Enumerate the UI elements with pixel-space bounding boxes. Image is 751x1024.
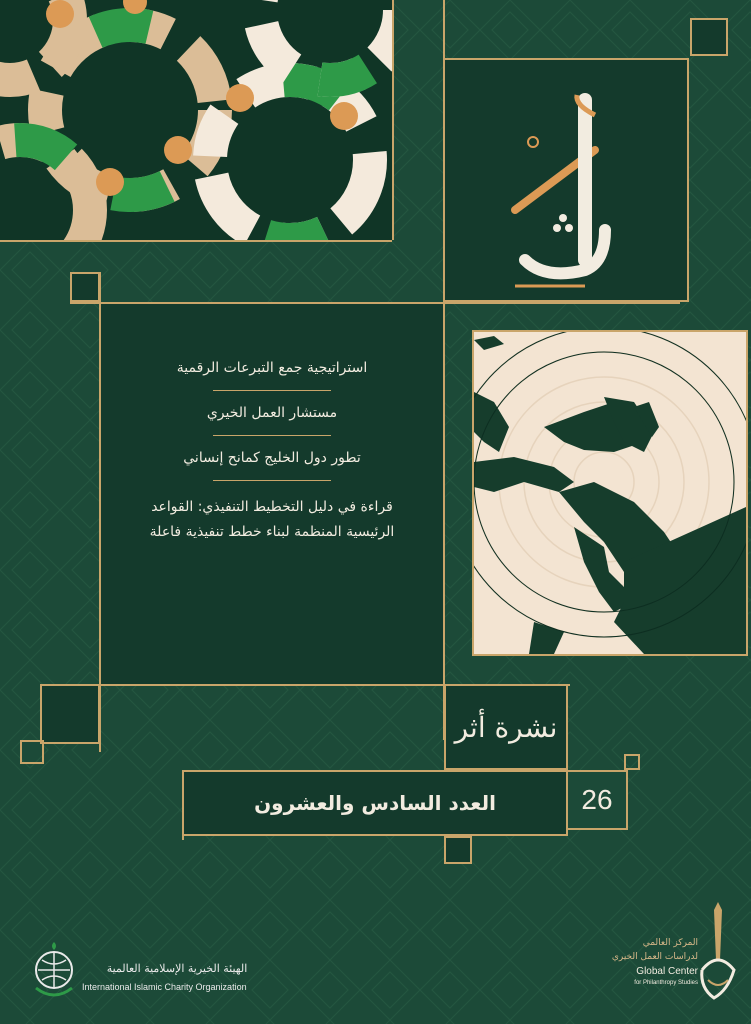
newsletter-label: نشرة أثر: [454, 710, 558, 744]
charity-name-en: International Islamic Charity Organization: [82, 982, 247, 992]
contents-item-2[interactable]: مستشار العمل الخيري: [206, 405, 338, 421]
issue-number: 26: [581, 784, 613, 815]
decor-square: [20, 740, 44, 764]
center-name-en-2: for Philanthropy Studies: [634, 980, 698, 986]
divider: [213, 435, 331, 436]
decor-square: [70, 272, 100, 302]
contents-item-1[interactable]: استراتيجية جمع التبرعات الرقمية: [176, 360, 368, 376]
center-name-ar-2: لدراسات العمل الخيري: [611, 952, 698, 962]
center-name-en-1: Global Center: [636, 966, 698, 977]
center-name-ar-1: المركز العالمي: [642, 938, 698, 948]
footer-right-logo: [610, 900, 740, 1010]
footer-left-logo: [30, 938, 270, 1008]
logo-calligraphy: [445, 60, 687, 300]
contents-item-3[interactable]: تطور دول الخليج كمانح إنساني: [183, 450, 361, 466]
divider: [213, 390, 331, 391]
issue-title-box: [182, 770, 568, 836]
divider: [213, 480, 331, 481]
contents-item-4[interactable]: قراءة في دليل التخطيط التنفيذي: القواعد الرئيسية المنظمة لبناء خطط تنفيذية فاعلة: [149, 499, 395, 540]
frame-line: [392, 0, 394, 240]
contents-box: [101, 304, 443, 684]
decor-square: [444, 836, 472, 864]
logo-box: [443, 58, 689, 302]
decor-square: [690, 18, 728, 56]
pen-calligraphy-icon: [698, 900, 738, 1004]
decor-square: [624, 754, 640, 770]
decorative-art: [0, 0, 392, 240]
frame-line: [0, 240, 392, 242]
issue-number-box: [566, 770, 628, 830]
decor-square: [40, 684, 100, 744]
map-image: [472, 330, 748, 656]
charity-name-ar: الهيئة الخيرية الإسلامية العالمية: [106, 962, 248, 975]
newsletter-label-box: [444, 684, 568, 770]
issue-title: العدد السادس والعشرون: [254, 791, 496, 815]
charity-globe-icon: [30, 940, 78, 1000]
